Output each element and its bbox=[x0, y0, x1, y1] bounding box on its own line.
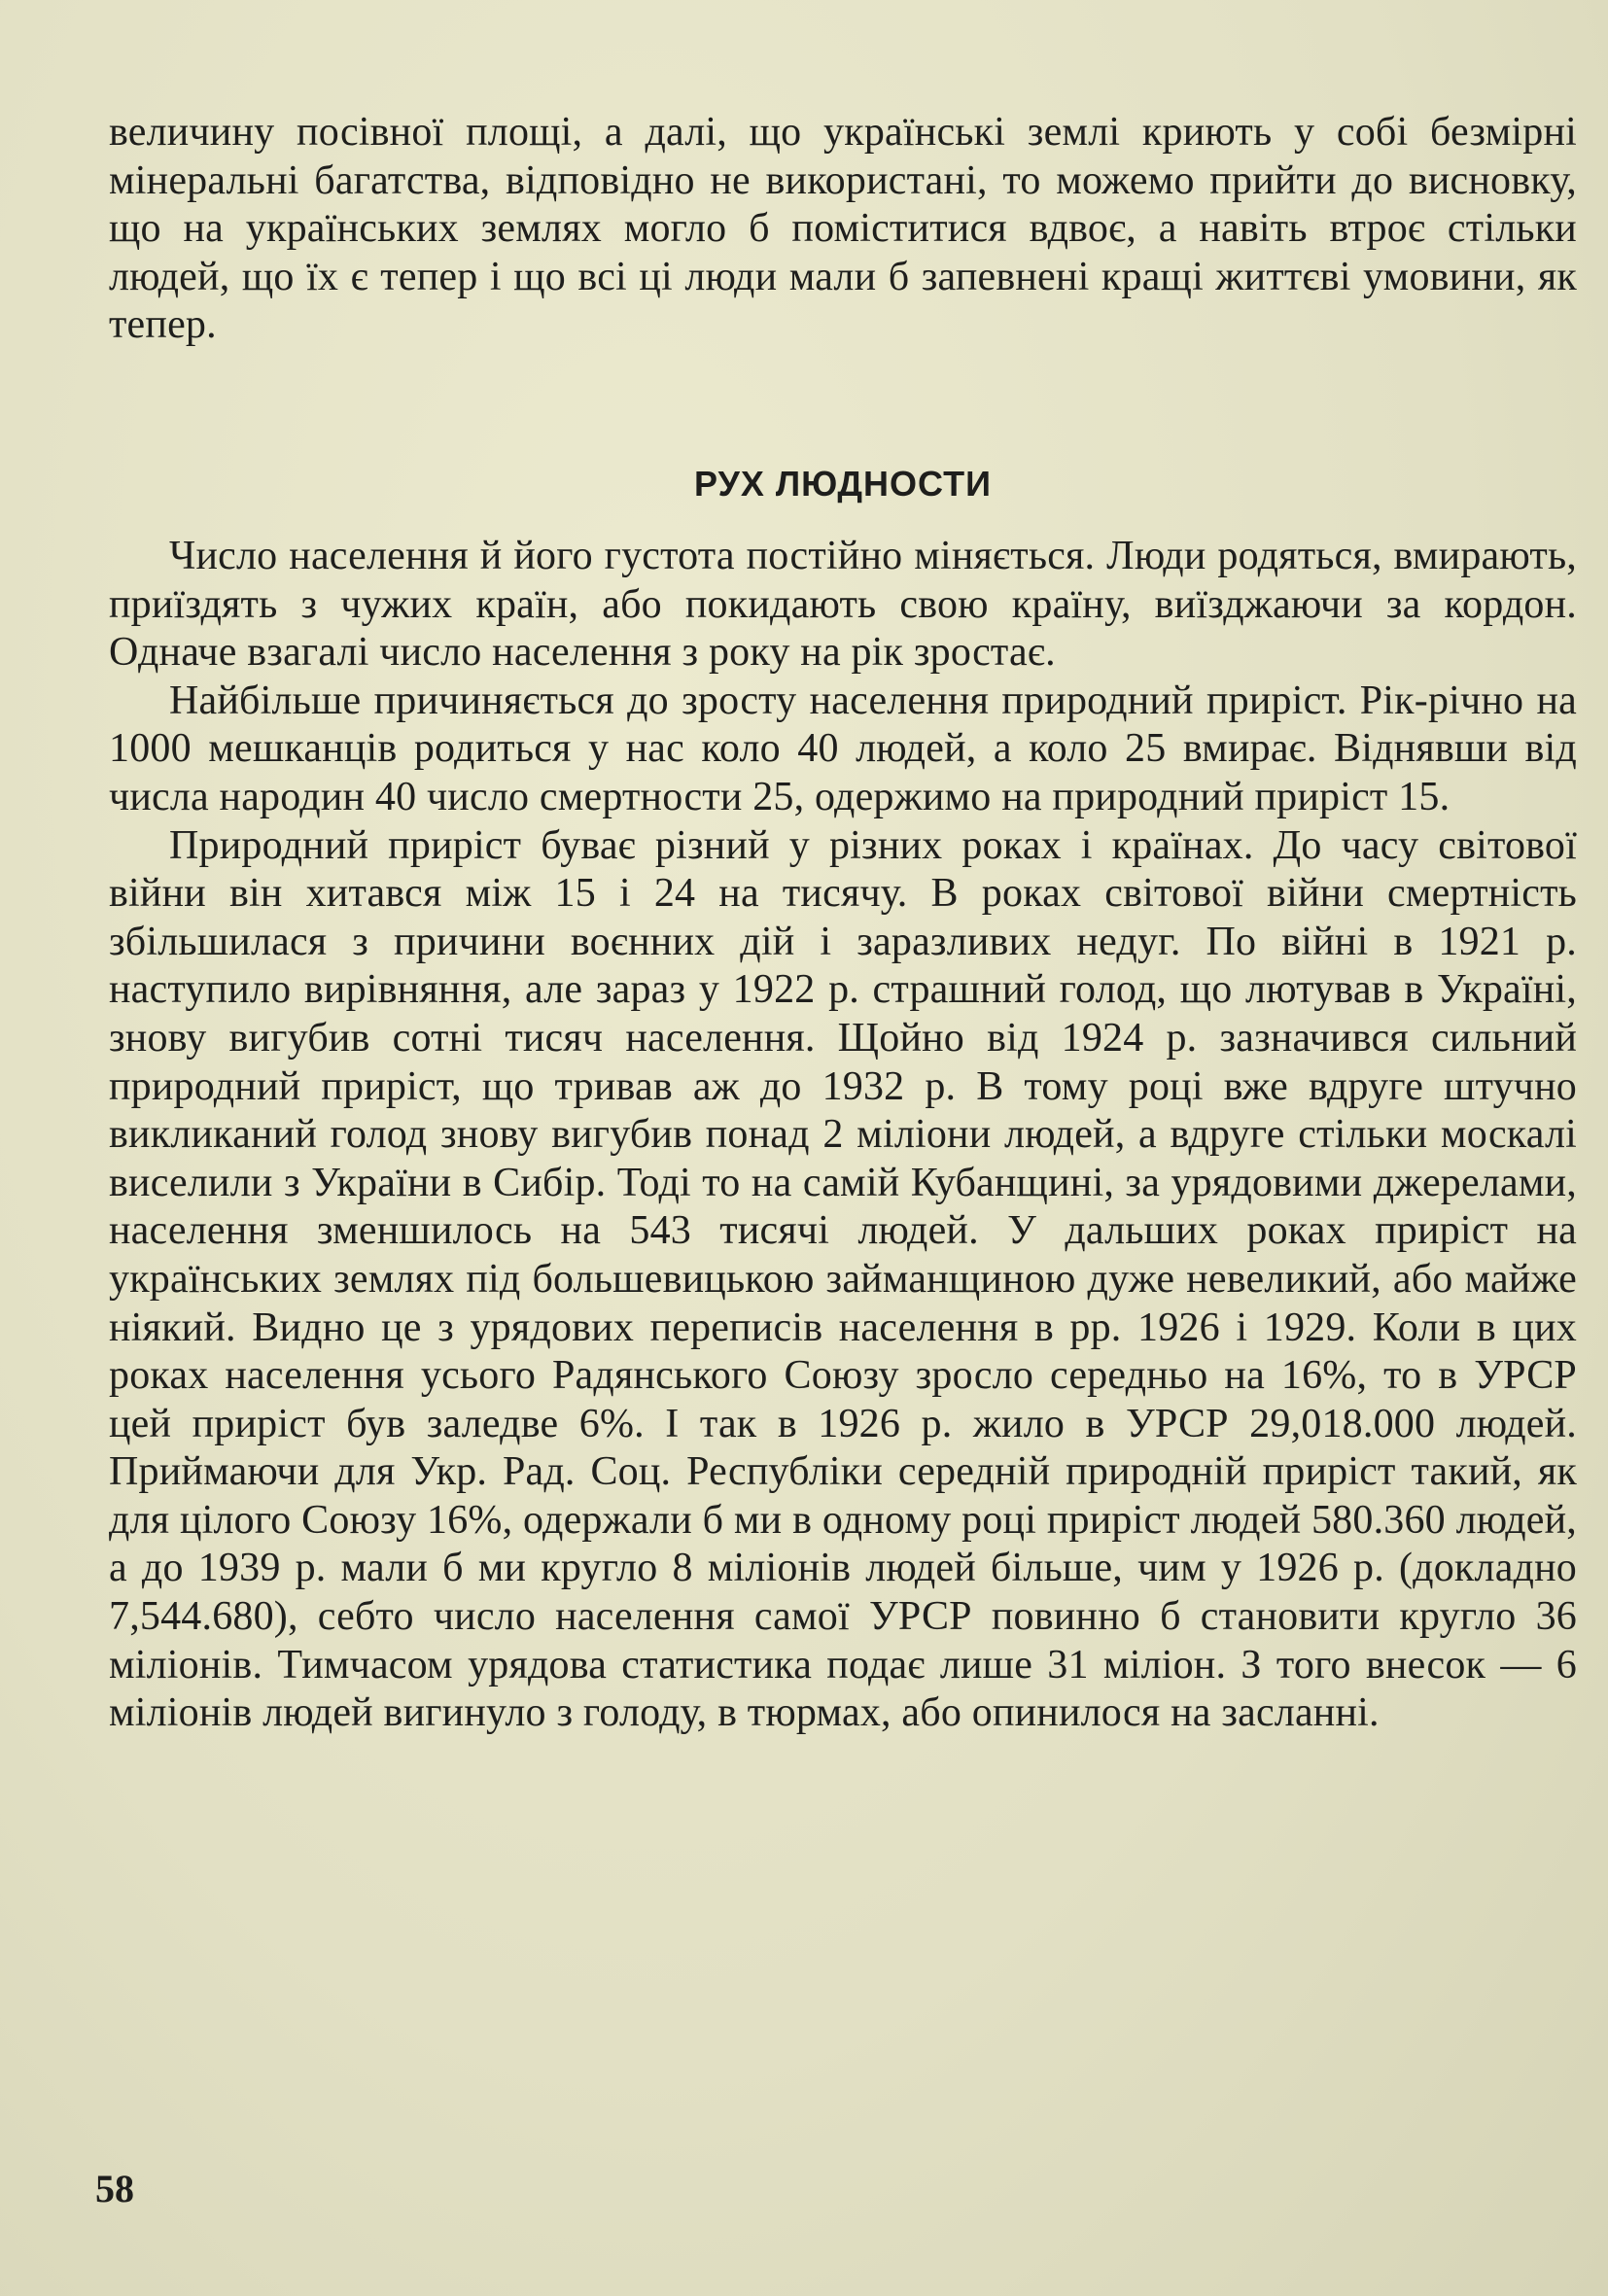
opening-text bbox=[109, 109, 1577, 400]
page-number: 58 bbox=[95, 2167, 134, 2210]
section-heading: РУХ ЛЮДНОСТИ bbox=[693, 464, 993, 504]
paragraph-growth-history: Природний приріст буває різний у різних роках і країнах. До часу світової війни він хитався між 15 і 24 на тисячу. В роках світової війни смертність збільшилася з причини воєнних дій і заразливих недуг. По війні в 1921 р. наступило вирівняння, але зараз у 1922 р. страшний голод, що лютував в Україні, знову вигубив сотні тисяч населення. Щойно від 1924 р. зазначився сильний природний приріст, що тривав аж до 1932 р. В тому році вже вдруге штучно викликаний голод знову вигубив понад 2 міліони людей, а вдруге стільки москалі виселили з України в Сибір. Тоді то на самій Кубанщині, за урядовими джерелами, населення зменшилось на 543 тисячі людей. У дальших роках приріст на українських землях під большевицькою займанщиною дуже невеликий, або майже ніякий. Видно це з урядових переписів населення в рр. 1926 і 1929. Коли в цих роках населення усього Радянського Союзу зросло середньо на 16%, то в УРСР цей приріст був заледве 6%. І так в 1926 р. жило в УРСР 29,018.000 людей. Приймаючи для Укр. Рад. Соц. Республіки середній природній приріст такий, як для цілого Союзу 16%, одержали б ми в одному році приріст людей 580.360 людей, а до 1939 р. мали б ми кругло 8 міліонів людей більше, чим у 1926 р. (докладно 7,544.680), себто число населення самої УРСР повинно б становити кругло 36 міліонів. Тимчасом урядова статистика подає лише 31 міліон. З того внесок — 6 міліонів людей вигинуло з голоду, в тюрмах, або опинилося на засланні. bbox=[109, 822, 1577, 1736]
book-page bbox=[109, 109, 1577, 2267]
opening-paragraph: величину посівної площі, а далі, що українські землі криють у собі безмірні мінеральні багатства, відповідно не використані, то можемо прийти до висновку, що на українських землях могло б поміститися вдвоє, а навіть втроє стільки людей, що їх є тепер і що всі ці люди мали б запевнені кращі життєві умовини, як тепер. bbox=[109, 110, 1577, 348]
section-body bbox=[109, 533, 1577, 1738]
paragraph-population-change: Число населення й його густота постійно міняється. Люди родяться, вмирають, приїздять з чужих країн, або покидають свою країну, виїзджаючи за кордон. Одначе взагалі число населення з року на рік зростає. bbox=[109, 534, 1577, 676]
paragraph-natural-growth: Найбільше причиняється до зросту населення природний приріст. Рік-річно на 1000 мешканців родиться у нас коло 40 людей, а коло 25 вмирає. Віднявши від числа народин 40 число смертности 25, одержимо на природний приріст 15. bbox=[109, 678, 1577, 819]
